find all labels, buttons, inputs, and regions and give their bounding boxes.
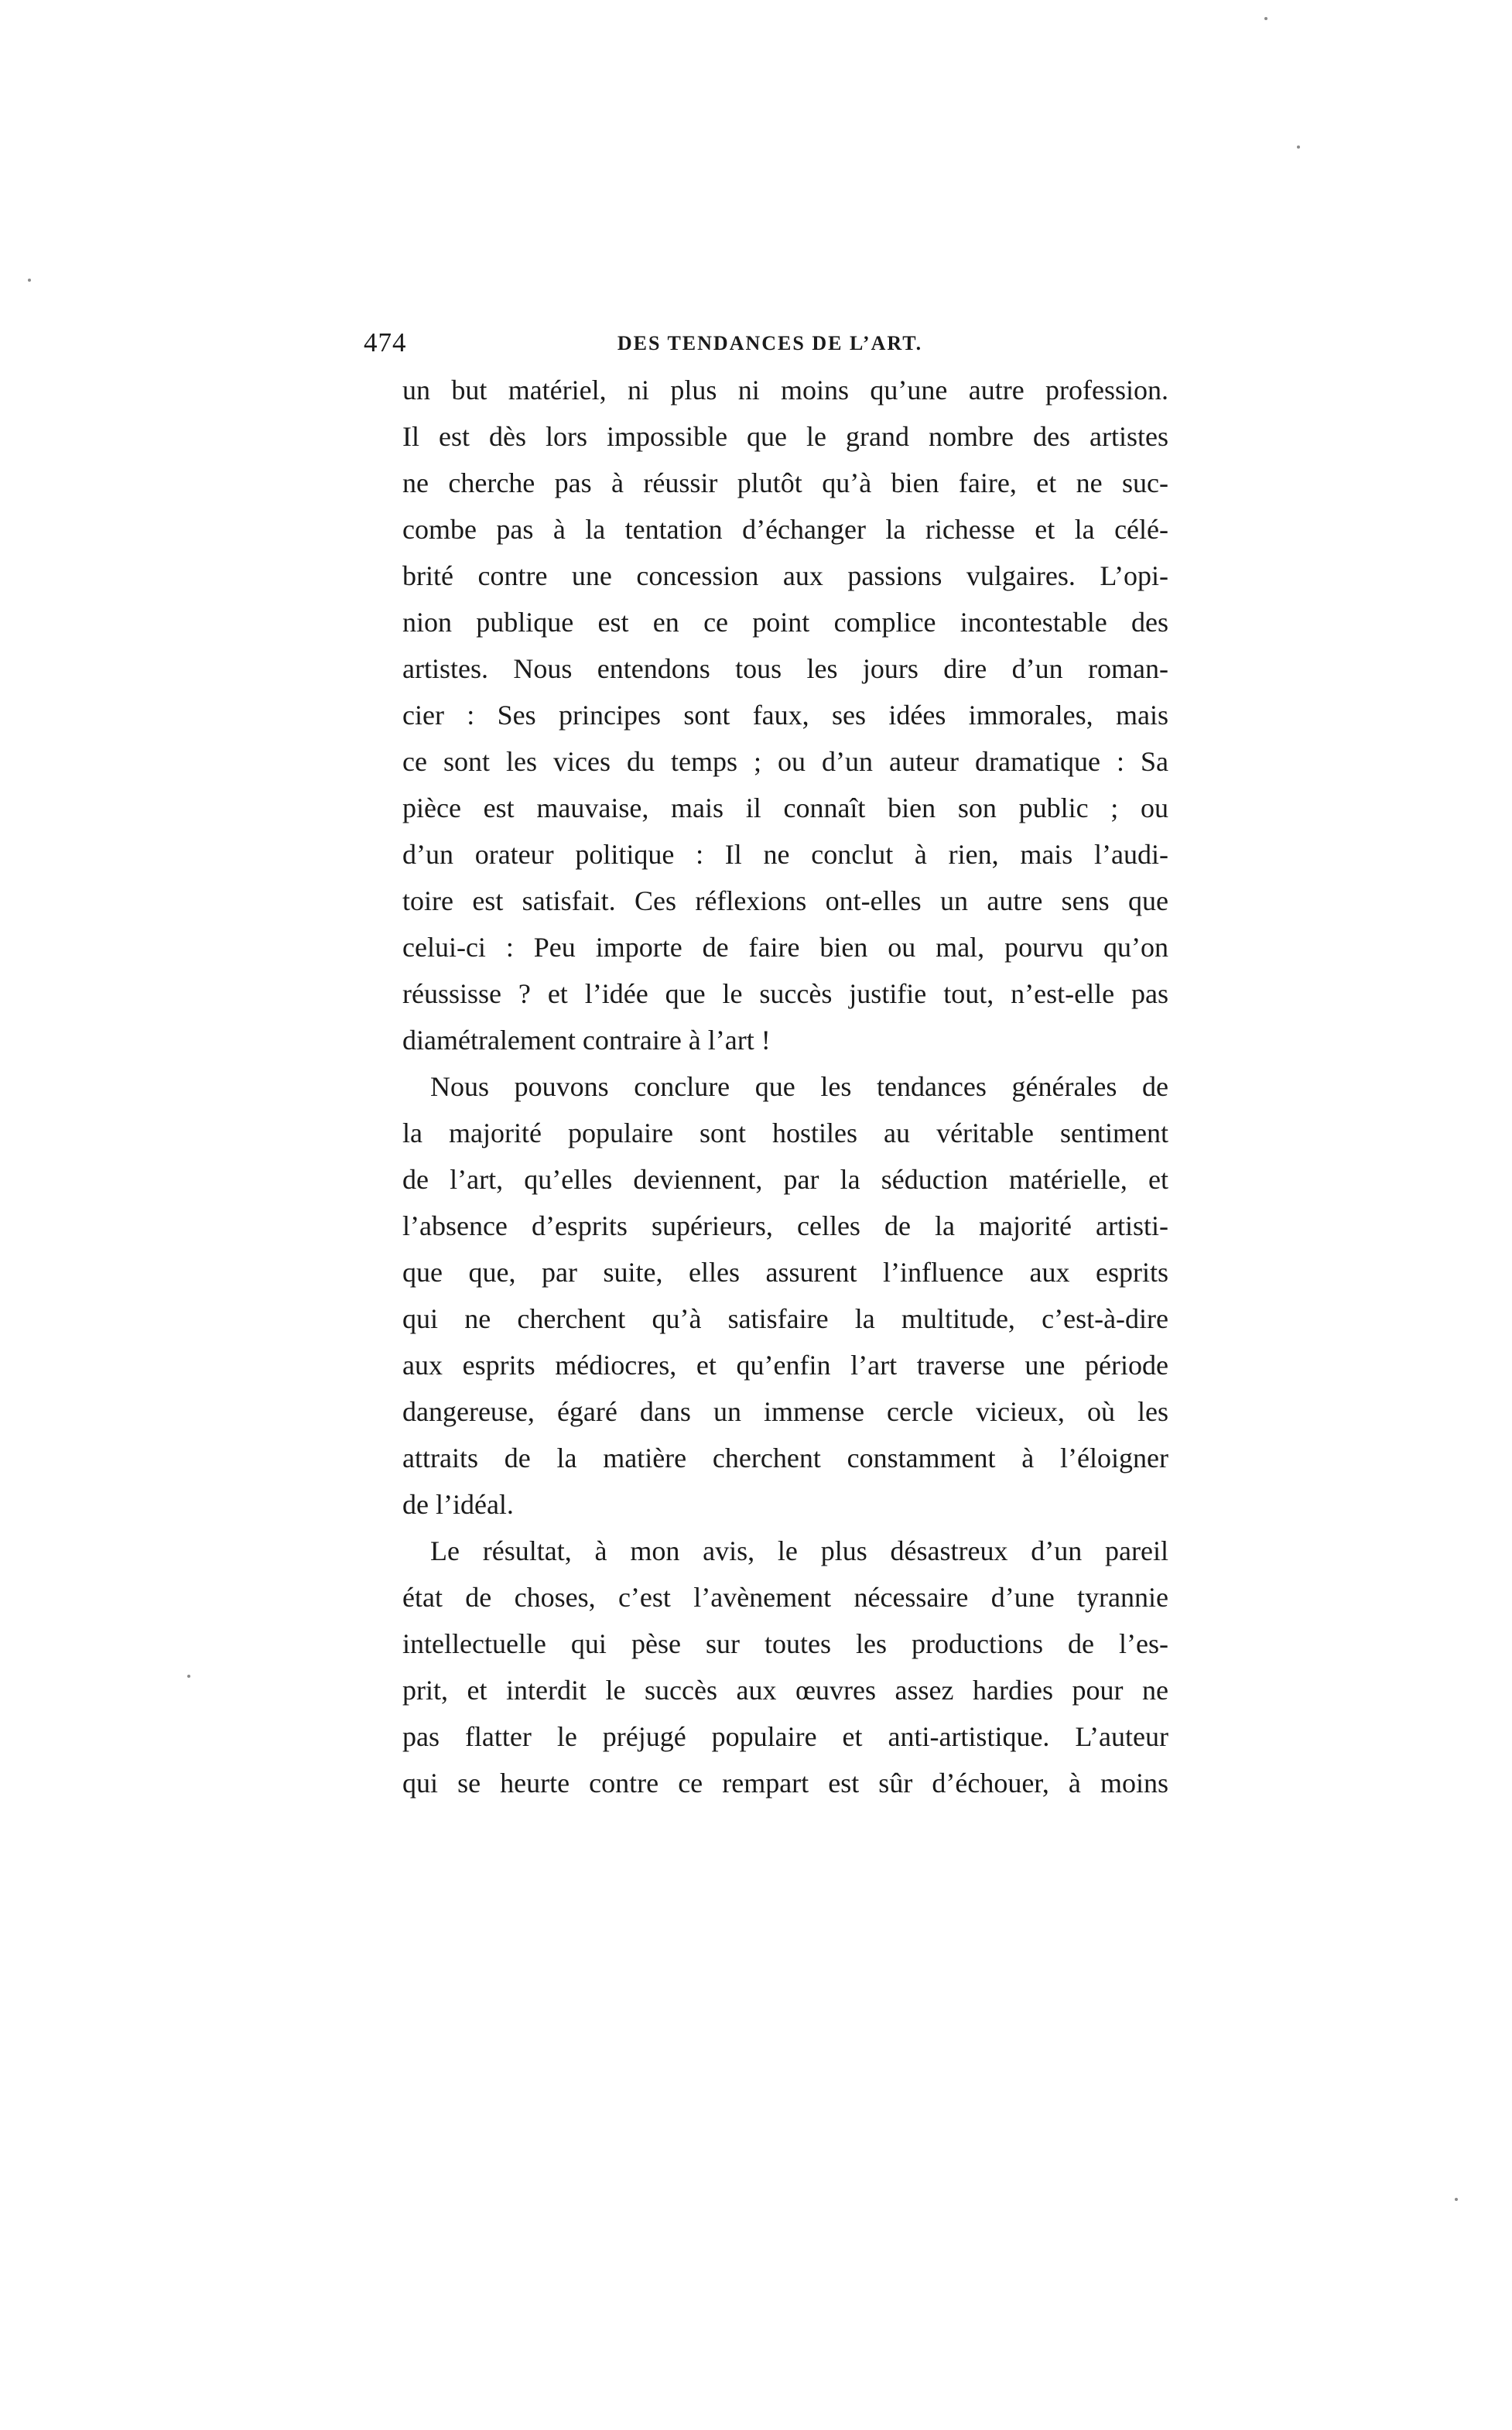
scan-speck <box>1264 17 1267 20</box>
text-line: pas flatter le préjugé populaire et anti-artistique. L’auteur <box>402 1721 1168 1752</box>
text-line: celui-ci : Peu importe de faire bien ou mal, pourvu qu’on <box>402 932 1168 963</box>
text-line: dangereuse, égaré dans un immense cercle vicieux, où les <box>402 1396 1168 1427</box>
text-line: attraits de la matière cherchent constamment à l’éloigner <box>402 1443 1168 1473</box>
text-line: toire est satisfait. Ces réflexions ont-elles un autre sens que <box>402 885 1168 916</box>
text-line: pièce est mauvaise, mais il connaît bien son public ; ou <box>402 792 1168 823</box>
text-line: état de choses, c’est l’avènement nécessaire d’une tyrannie <box>402 1582 1168 1613</box>
text-line: diamétralement contraire à l’art ! <box>402 1025 771 1056</box>
text-line: ne cherche pas à réussir plutôt qu’à bien faire, et ne suc- <box>402 467 1168 498</box>
text-line: la majorité populaire sont hostiles au véritable sentiment <box>402 1117 1168 1148</box>
running-title: DES TENDANCES DE L’ART. <box>617 332 923 354</box>
text-line: Il est dès lors impossible que le grand nombre des artistes <box>402 421 1168 452</box>
text-line: cier : Ses principes sont faux, ses idées immorales, mais <box>402 700 1168 731</box>
text-line: que que, par suite, elles assurent l’influence aux esprits <box>402 1257 1168 1288</box>
text-line: qui ne cherchent qu’à satisfaire la multitude, c’est-à-dire <box>402 1303 1168 1334</box>
page-number: 474 <box>364 327 407 358</box>
text-line: d’un orateur politique : Il ne conclut à rien, mais l’audi- <box>402 839 1168 870</box>
text-line: réussisse ? et l’idée que le succès justifie tout, n’est-elle pas <box>402 978 1168 1009</box>
text-line: intellectuelle qui pèse sur toutes les productions de l’es- <box>402 1628 1168 1659</box>
text-line: de l’art, qu’elles deviennent, par la séduction matérielle, et <box>402 1164 1168 1195</box>
running-head <box>364 323 1176 362</box>
text-line: Nous pouvons conclure que les tendances générales de <box>430 1071 1168 1102</box>
text-line: artistes. Nous entendons tous les jours dire d’un roman- <box>402 653 1168 684</box>
text-line: aux esprits médiocres, et qu’enfin l’art traverse une période <box>402 1350 1168 1381</box>
text-line: ce sont les vices du temps ; ou d’un auteur dramatique : Sa <box>402 746 1168 777</box>
text-line: brité contre une concession aux passions vulgaires. L’opi- <box>402 560 1168 591</box>
scan-speck <box>28 279 31 282</box>
text-line: un but matériel, ni plus ni moins qu’une autre profession. <box>402 375 1168 406</box>
text-line: l’absence d’esprits supérieurs, celles de la majorité artisti- <box>402 1210 1168 1241</box>
scan-speck <box>1455 2198 1458 2201</box>
text-line: Le résultat, à mon avis, le plus désastreux d’un pareil <box>430 1535 1168 1566</box>
scan-speck <box>187 1675 190 1678</box>
text-line: prit, et interdit le succès aux œuvres assez hardies pour ne <box>402 1675 1168 1706</box>
text-line: de l’idéal. <box>402 1489 514 1520</box>
body-text <box>402 367 1168 1806</box>
text-line: qui se heurte contre ce rempart est sûr d’échouer, à moins <box>402 1768 1168 1799</box>
text-line: nion publique est en ce point complice incontestable des <box>402 607 1168 638</box>
scan-speck <box>1297 145 1300 149</box>
text-line: combe pas à la tentation d’échanger la richesse et la célé- <box>402 514 1168 545</box>
